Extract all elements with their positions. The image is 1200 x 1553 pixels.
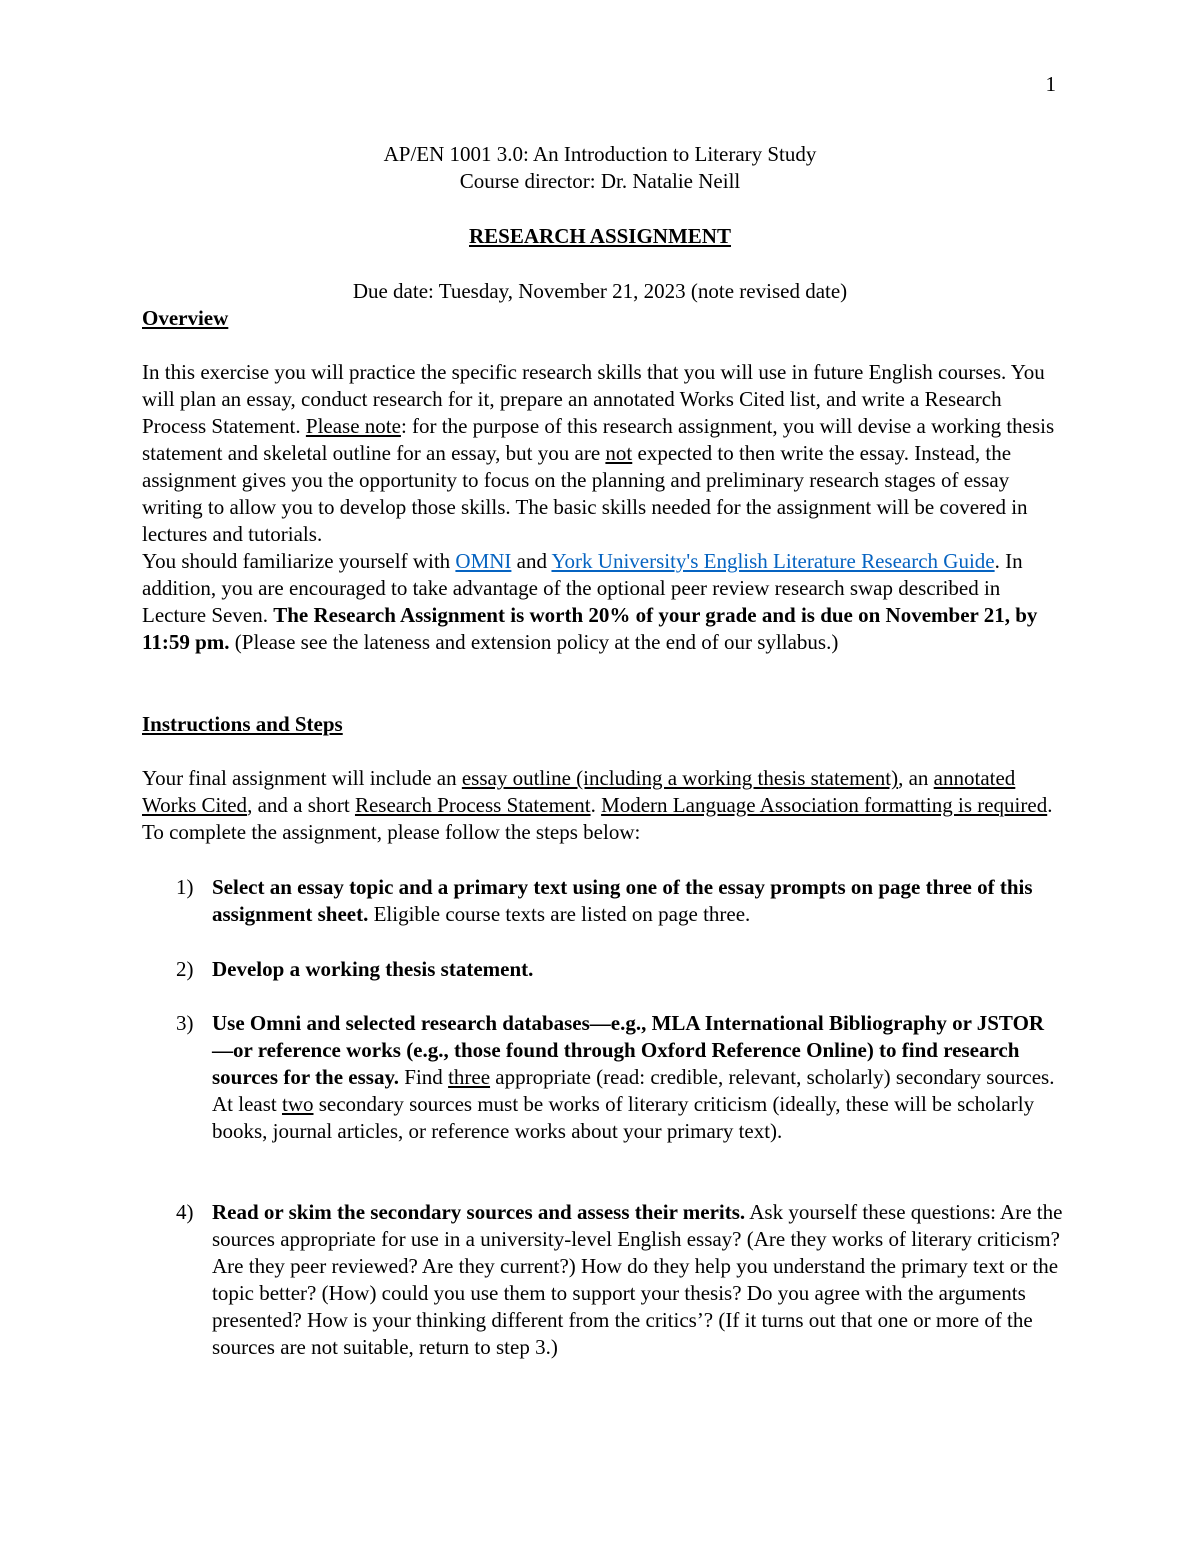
- works-cited-term: annotated Works Cited: [142, 766, 1016, 817]
- step-title: Select an essay topic and a primary text using one of the essay prompts on page three of this assignment sheet.: [212, 875, 1033, 926]
- instructions-text-3: , and a short: [247, 793, 355, 817]
- step-title: Develop a working thesis statement.: [212, 957, 534, 981]
- instructions-text-1: Your final assignment will include an: [142, 766, 462, 790]
- step-body: [212, 874, 1064, 928]
- two-emphasis: two: [281, 1092, 314, 1116]
- instructions-heading: Instructions and Steps: [142, 712, 343, 736]
- research-guide-link[interactable]: York University's English Literature Research Guide: [551, 549, 995, 573]
- step-text-1: Find: [399, 1065, 449, 1089]
- three-emphasis: three: [448, 1065, 491, 1089]
- overview-text-1: In this exercise you will practice the specific research skills that you will use in future English courses. You will plan an essay, conduct research for it, prepare an annotated Works Cited list, and write a Research Process Statement.: [142, 360, 1045, 438]
- overview-text-5: and: [511, 549, 552, 573]
- overview-heading: Overview: [142, 306, 229, 330]
- please-note: Please note: [305, 414, 401, 438]
- step-body: [212, 956, 1064, 983]
- step-text: Eligible course texts are listed on page three.: [368, 902, 751, 926]
- overview-text-7: (Please see the lateness and extension policy at the end of our syllabus.): [229, 630, 839, 654]
- page-title: RESEARCH ASSIGNMENT: [469, 224, 731, 248]
- omni-link[interactable]: OMNI: [455, 549, 512, 573]
- instructions-text-4: .: [590, 793, 602, 817]
- instructions-paragraph: [142, 765, 1062, 846]
- instructions-text-2: , an: [898, 766, 934, 790]
- step-body: [212, 1199, 1064, 1361]
- step-text-3: secondary sources must be works of literary criticism (ideally, these will be scholarly books, journal articles, or reference works about your primary text).: [212, 1092, 1035, 1143]
- course-title: AP/EN 1001 3.0: An Introduction to Literary Study: [383, 142, 817, 166]
- step-text: Ask yourself these questions: Are the sources appropriate for use in a university-level English essay? (Are they works of literary criticism? Are they peer reviewed? Are they current?) How do they help you understand the primary text or the topic better? (How) could you use them to support your thesis? Do you agree with the arguments presented? How is your thinking different from the critics’? (If it turns out that one or more of the sources are not suitable, return to step 3.): [212, 1200, 1063, 1359]
- page-number: 1: [1045, 72, 1056, 96]
- overview-text-4: You should familiarize yourself with: [142, 549, 456, 573]
- step-number: 4): [176, 1200, 194, 1224]
- overview-text-3: expected to then write the essay. Instead, the assignment gives you the opportunity to focus on the planning and preliminary research stages of essay writing to allow you to develop those skills. The basic skills needed for the assignment will be covered in lectures and tutorials.: [142, 441, 1028, 546]
- overview-text-6: . In addition, you are encouraged to take advantage of the optional peer review research swap described in Lecture Seven.: [142, 549, 1023, 627]
- instructions-text-5: . To complete the assignment, please follow the steps below:: [142, 793, 1053, 844]
- step-number: 1): [176, 875, 194, 899]
- due-date: Due date: Tuesday, November 21, 2023 (note revised date): [352, 279, 848, 303]
- mla-requirement: Modern Language Association formatting is required: [601, 793, 1048, 817]
- process-statement-term: Research Process Statement: [354, 793, 591, 817]
- step-title: Read or skim the secondary sources and assess their merits.: [212, 1200, 746, 1224]
- step-number: 2): [176, 957, 194, 981]
- step-number: 3): [176, 1011, 194, 1035]
- essay-outline-term: essay outline (including a working thesis statement): [461, 766, 899, 790]
- grade-due-notice: The Research Assignment is worth 20% of your grade and is due on November 21, by 11:59 pm.: [142, 603, 1038, 654]
- course-director: Course director: Dr. Natalie Neill: [459, 169, 741, 193]
- overview-text-2: : for the purpose of this research assignment, you will devise a working thesis statement and skeletal outline for an essay, but you are: [142, 414, 1055, 465]
- not-emphasis: not: [605, 441, 633, 465]
- overview-paragraph: [142, 359, 1062, 656]
- step-body: [212, 1010, 1064, 1145]
- step-text-2: appropriate (read: credible, relevant, scholarly) secondary sources. At least: [212, 1065, 1055, 1116]
- step-title: Use Omni and selected research databases—e.g., MLA International Bibliography or JSTOR—or reference works (e.g., those found through Oxford Reference Online) to find research sources for the essay.: [212, 1011, 1045, 1089]
